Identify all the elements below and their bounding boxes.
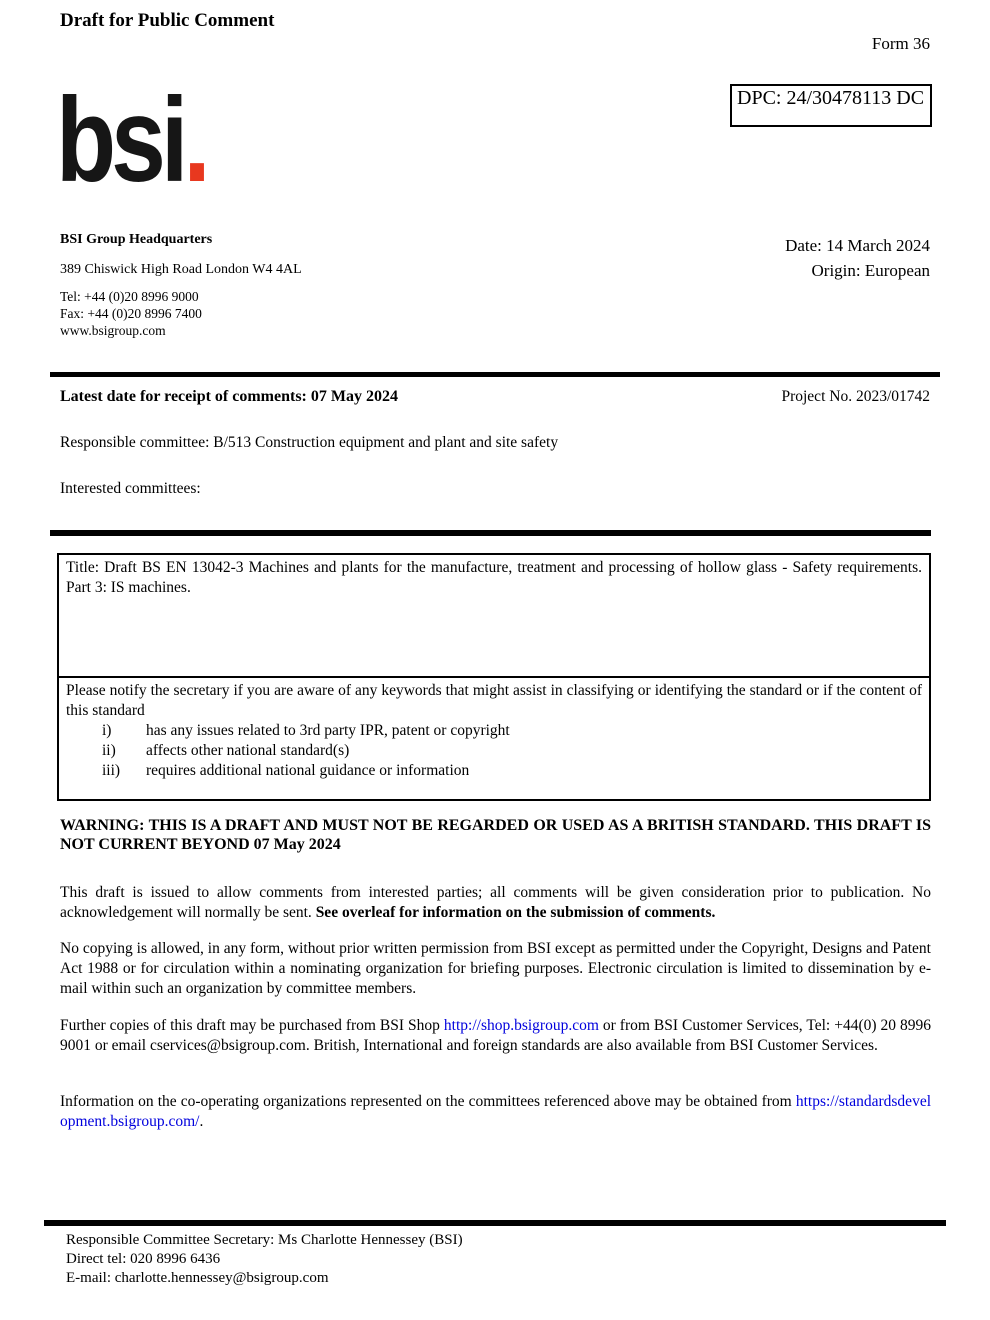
interested-committees: Interested committees: [60, 480, 201, 497]
origin: Origin: European [811, 261, 930, 280]
draft-header-label: Draft for Public Comment [60, 10, 275, 31]
hq-tel: Tel: +44 (0)20 8996 9000 [60, 289, 199, 304]
warning-paragraph: WARNING: THIS IS A DRAFT AND MUST NOT BE REGARDED OR USED AS A BRITISH STANDARD. THIS DRAFT IS NOT CURRENT BEYOND 07 May 2024 [60, 817, 931, 853]
committee-secretary: Responsible Committee Secretary: Ms Charlotte Hennessey (BSI) [66, 1232, 463, 1248]
keywords-item-marker: ii) [102, 742, 116, 759]
divider-middle [50, 530, 931, 536]
responsible-committee: Responsible committee: B/513 Construction equipment and plant and site safety [60, 434, 559, 451]
project-number: Project No. 2023/01742 [781, 388, 930, 405]
divider-top [50, 372, 940, 377]
keywords-box [57, 676, 931, 801]
footer-block [66, 1231, 463, 1288]
keywords-item-text: affects other national standard(s) [146, 742, 350, 759]
bsi-logo [56, 73, 206, 207]
draft-issued-bold-text: See overleaf for information on the submission of comments. [315, 904, 716, 921]
hq-name: BSI Group Headquarters [60, 232, 213, 247]
title-text: Title: Draft BS EN 13042-3 Machines and plants for the manufacture, treatment and processing of hollow glass - Safety requirements. Part 3: IS machines. [66, 559, 922, 596]
co-operating-info-text: Information on the co-operating organizations represented on the committees referenced above may be obtained from [60, 1093, 796, 1110]
dpc-number: DPC: 24/30478113 DC [737, 87, 925, 109]
co-operating-info-paragraph [60, 1092, 931, 1132]
keywords-item-text: has any issues related to 3rd party IPR, patent or copyright [146, 722, 510, 739]
hq-address: 389 Chiswick High Road London W4 4AL [60, 262, 302, 277]
further-copies-text-2: or from BSI Customer Services, Tel: +44(0) 20 8996 9001 or email cservices@bsigroup.com. British, International and foreign standards are also available from BSI Customer Services. [60, 1017, 932, 1054]
form-number: Form 36 [871, 34, 930, 53]
keywords-intro: Please notify the secretary if you are aware of any keywords that might assist in classifying or identifying the standard or if the content of this standard [66, 682, 922, 719]
title-box [57, 553, 931, 678]
direct-tel: Direct tel: 020 8996 6436 [66, 1251, 221, 1267]
draft-issued-text: This draft is issued to allow comments from interested parties; all comments will be given consideration prior to publication. No acknowledgement will normally be sent. [60, 884, 931, 921]
no-copying-paragraph: No copying is allowed, in any form, without prior written permission from BSI except as permitted under the Copyright, Designs and Patent Act 1988 or for circulation within a nominating organization for briefing purposes. Electronic circulation is limited to dissemination by e-mail within such an organization by committee members. [60, 940, 931, 997]
co-operating-info-period: . [199, 1113, 204, 1130]
hq-website: www.bsigroup.com [60, 323, 166, 338]
further-copies-text-1: Further copies of this draft may be purchased from BSI Shop [60, 1017, 444, 1034]
keywords-item-marker: i) [102, 722, 112, 739]
bsi-shop-link[interactable]: http://shop.bsigroup.com [443, 1017, 599, 1034]
issue-date: Date: 14 March 2024 [785, 236, 930, 255]
contact-block [60, 231, 302, 339]
divider-footer [44, 1220, 946, 1226]
draft-issued-paragraph [60, 883, 931, 923]
latest-date-label: Latest date for receipt of comments: 07 May 2024 [60, 388, 398, 405]
keywords-item [66, 761, 922, 781]
keywords-item-marker: iii) [102, 762, 121, 779]
dpc-number-box [730, 84, 932, 127]
keywords-item [66, 741, 922, 761]
hq-fax: Fax: +44 (0)20 8996 7400 [60, 306, 202, 321]
footer-email: E-mail: charlotte.hennessey@bsigroup.com [66, 1270, 329, 1286]
bsi-logo-dot: . [183, 73, 206, 207]
further-copies-paragraph [60, 1016, 931, 1056]
keywords-item-text: requires additional national guidance or information [146, 762, 470, 779]
keywords-item [66, 721, 922, 741]
date-origin-block [785, 233, 930, 283]
standards-development-link[interactable]: https://standardsdevelopment.bsigroup.com/ [60, 1093, 931, 1130]
receipt-row [60, 388, 930, 406]
bsi-logo-text: bsi [56, 73, 184, 207]
